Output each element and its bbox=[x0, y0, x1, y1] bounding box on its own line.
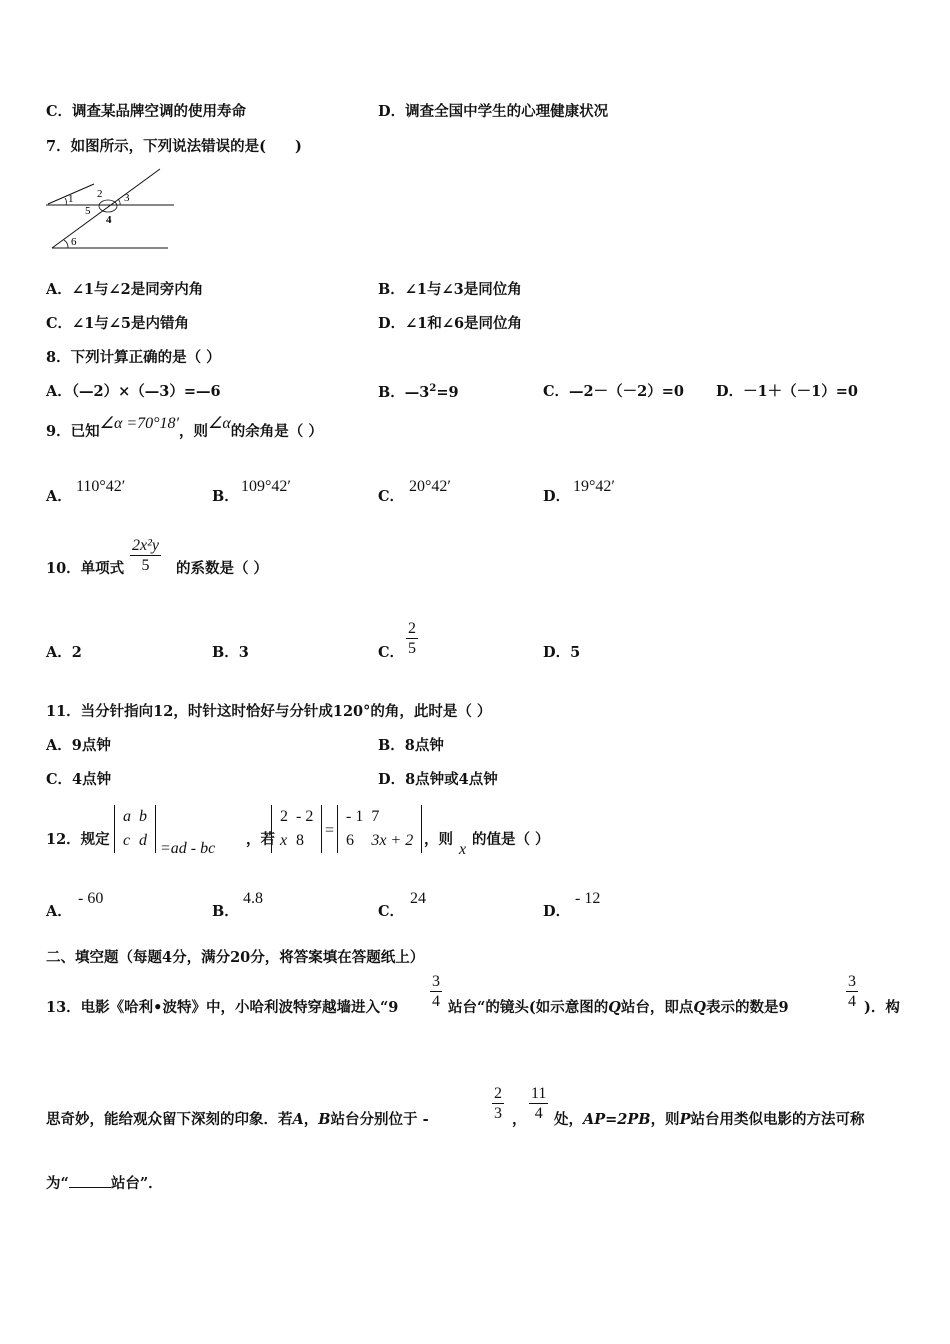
q12-def-rhs: =ad - bc bbox=[160, 840, 216, 857]
q13-fraction-3-4-a bbox=[430, 972, 442, 1011]
q12-option-c-label: C． bbox=[378, 903, 405, 920]
q7-label-6: 6 bbox=[71, 236, 77, 248]
q6-option-c: C．调查某品牌空调的使用寿命 bbox=[46, 103, 247, 120]
q9-option-b-value: 109°42′ bbox=[241, 478, 291, 495]
q12-option-a-label: A． bbox=[46, 903, 72, 920]
q12-m1-d: 8 bbox=[296, 832, 304, 849]
q12-option-d-value: - 12 bbox=[575, 890, 601, 907]
q12-def-a: a bbox=[123, 808, 131, 825]
q9-option-b-label: B． bbox=[212, 488, 239, 505]
q13-line3: 为“ 站台”． bbox=[46, 1175, 163, 1192]
q13-fraction-2-3-denominator: 3 bbox=[494, 1105, 502, 1123]
q12-matrix-right bbox=[337, 805, 422, 853]
q10-option-c-numerator: 2 bbox=[408, 620, 416, 637]
q13-fraction-11-4-denominator: 4 bbox=[534, 1105, 543, 1123]
q9-pre: 9．已知 bbox=[46, 423, 100, 440]
q9-post: 的余角是（ ） bbox=[230, 423, 323, 440]
q13-fraction-a-denominator: 4 bbox=[432, 993, 440, 1011]
q7-angle-arc-1 bbox=[65, 198, 66, 205]
q10-fraction bbox=[130, 536, 161, 575]
q9-option-d-label: D． bbox=[543, 488, 571, 505]
q12-m1-a: 2 bbox=[280, 808, 288, 825]
q7-transversal-2 bbox=[52, 169, 160, 248]
q9-mid: ，则 bbox=[179, 423, 209, 440]
q12-option-b-value: 4.8 bbox=[243, 890, 263, 907]
q12-m1-c: x bbox=[280, 832, 288, 849]
q13-point-q-2: Q bbox=[693, 999, 706, 1016]
q12-m2-c: 6 bbox=[346, 832, 354, 849]
q8-option-b-base: B．—3 bbox=[378, 383, 430, 401]
q12-equals: = bbox=[325, 822, 335, 839]
q10-pre: 10．单项式 bbox=[46, 560, 125, 577]
q12-m2-a: - 1 bbox=[346, 808, 364, 825]
q6-option-d: D．调查全国中学生的心理健康状况 bbox=[378, 103, 609, 120]
q12-def-d: d bbox=[139, 832, 147, 849]
q11-option-b: B．8点钟 bbox=[378, 737, 444, 754]
q12-m2-b: 7 bbox=[371, 808, 380, 825]
q7-option-d: D．∠1和∠6是同位角 bbox=[378, 315, 523, 332]
q11-option-a: A．9点钟 bbox=[46, 737, 111, 754]
q7-angle-arc-center bbox=[99, 200, 117, 212]
q7-label-1: 1 bbox=[68, 193, 74, 205]
q7-parallel-lines-figure bbox=[44, 166, 184, 254]
q8-option-d: D．－1＋（－1）=0 bbox=[716, 383, 858, 400]
q9-option-c-label: C． bbox=[378, 488, 405, 505]
q12-variable-x: x bbox=[459, 841, 467, 858]
q9-given-angle: ∠α =70°18′ bbox=[99, 415, 180, 432]
q13-line2-comma: ， bbox=[512, 1111, 527, 1128]
q12-def-b: b bbox=[139, 808, 147, 825]
q13-line1-end: )．构 bbox=[864, 999, 900, 1016]
q12-option-d-label: D． bbox=[543, 903, 571, 920]
q12-matrix-left bbox=[271, 805, 322, 853]
q10-option-c-denominator: 5 bbox=[408, 640, 416, 658]
q7-label-5: 5 bbox=[85, 205, 91, 217]
q13-line1-b: 站台“的镜头(如示意图的Q站台，即点Q表示的数是9 bbox=[448, 999, 789, 1016]
q12-option-a-value: - 60 bbox=[78, 890, 104, 907]
q7-label-2: 2 bbox=[97, 188, 103, 200]
q12-option-c-value: 24 bbox=[410, 890, 426, 907]
q12-then: ，则 bbox=[424, 831, 453, 848]
q13-fraction-3-4-b bbox=[846, 972, 858, 1011]
q10-fraction-denominator: 5 bbox=[141, 557, 150, 575]
q9-option-d-value: 19°42′ bbox=[573, 478, 615, 495]
q12-def-c: c bbox=[123, 832, 131, 849]
q10-fraction-numerator: 2x²y bbox=[132, 537, 159, 554]
q8-option-c: C．—2－（－2）=0 bbox=[543, 383, 684, 400]
q13-point-q: Q bbox=[608, 999, 621, 1016]
q11-stem: 11．当分针指向12，时针这时恰好与分针成120°的角，此时是（ ） bbox=[46, 703, 492, 720]
q8-option-b bbox=[378, 383, 459, 401]
q9-option-a-value: 110°42′ bbox=[76, 478, 126, 495]
q12-mid: ，若 bbox=[246, 831, 275, 848]
q13-point-b: B bbox=[318, 1111, 331, 1128]
q13-fraction-b-numerator: 3 bbox=[848, 973, 856, 990]
q9-option-a-label: A． bbox=[46, 488, 72, 505]
q13-line2-b: 处，AP=2PB，则P站台用类似电影的方法可称 bbox=[554, 1111, 865, 1128]
q10-option-d: D．5 bbox=[543, 644, 581, 661]
q12-m2-d: 3x + 2 bbox=[371, 832, 414, 849]
q13-fraction-a-numerator: 3 bbox=[432, 973, 440, 990]
q7-angle-arc-6 bbox=[64, 240, 68, 248]
q10-post: 的系数是（ ） bbox=[176, 560, 269, 577]
q13-fraction-11-4-numerator: 11 bbox=[531, 1085, 547, 1102]
q9-option-c-value: 20°42′ bbox=[409, 478, 451, 495]
q7-angle-arc-3 bbox=[118, 199, 120, 205]
q7-option-a: A．∠1与∠2是同旁内角 bbox=[46, 281, 204, 298]
q8-option-b-result: =9 bbox=[436, 383, 459, 401]
q10-option-b: B．3 bbox=[212, 644, 249, 661]
q13-condition: AP=2PB bbox=[583, 1111, 651, 1128]
q13-point-a: A bbox=[292, 1111, 304, 1128]
q13-line1-a: 13．电影《哈利•波特》中，小哈利波特穿越墙进入“9 bbox=[46, 999, 399, 1016]
q11-option-d: D．8点钟或4点钟 bbox=[378, 771, 498, 788]
q13-line2-a: 思奇妙，能给观众留下深刻的印象．若A，B站台分别位于 - bbox=[46, 1111, 429, 1128]
q9-angle-alpha: ∠α bbox=[208, 415, 231, 432]
section-2-title: 二、填空题（每题4分，满分20分，将答案填在答题纸上） bbox=[46, 949, 425, 966]
q12-option-b-label: B． bbox=[212, 903, 239, 920]
q7-label-4: 4 bbox=[106, 214, 112, 226]
q13-fraction-11-4 bbox=[529, 1084, 548, 1123]
q7-stem: 7．如图所示，下列说法错误的是( ) bbox=[46, 138, 302, 155]
q10-option-c-label: C． bbox=[378, 644, 405, 661]
q10-option-c-fraction bbox=[406, 619, 418, 658]
q13-point-p: P bbox=[679, 1111, 691, 1128]
q7-option-b: B．∠1与∠3是同位角 bbox=[378, 281, 522, 298]
q13-fraction-2-3 bbox=[492, 1084, 504, 1123]
q8-option-a: A．（—2）×（—3）=—6 bbox=[46, 383, 221, 400]
q8-option-b-exponent: 2 bbox=[429, 383, 437, 394]
q13-answer-blank[interactable] bbox=[69, 1173, 111, 1188]
q10-option-a: A．2 bbox=[46, 644, 82, 661]
q12-post: 的值是（ ） bbox=[472, 831, 550, 848]
q13-fraction-2-3-numerator: 2 bbox=[494, 1085, 502, 1102]
q7-label-3: 3 bbox=[124, 192, 130, 204]
q7-option-c: C．∠1与∠5是内错角 bbox=[46, 315, 190, 332]
q9-stem bbox=[46, 415, 323, 441]
q12-m1-b: - 2 bbox=[296, 808, 314, 825]
q8-stem: 8．下列计算正确的是（ ） bbox=[46, 349, 221, 366]
q12-pre: 12．规定 bbox=[46, 831, 110, 848]
q12-definition-determinant bbox=[114, 805, 156, 853]
q13-fraction-b-denominator: 4 bbox=[848, 993, 856, 1011]
q11-option-c: C．4点钟 bbox=[46, 771, 112, 788]
